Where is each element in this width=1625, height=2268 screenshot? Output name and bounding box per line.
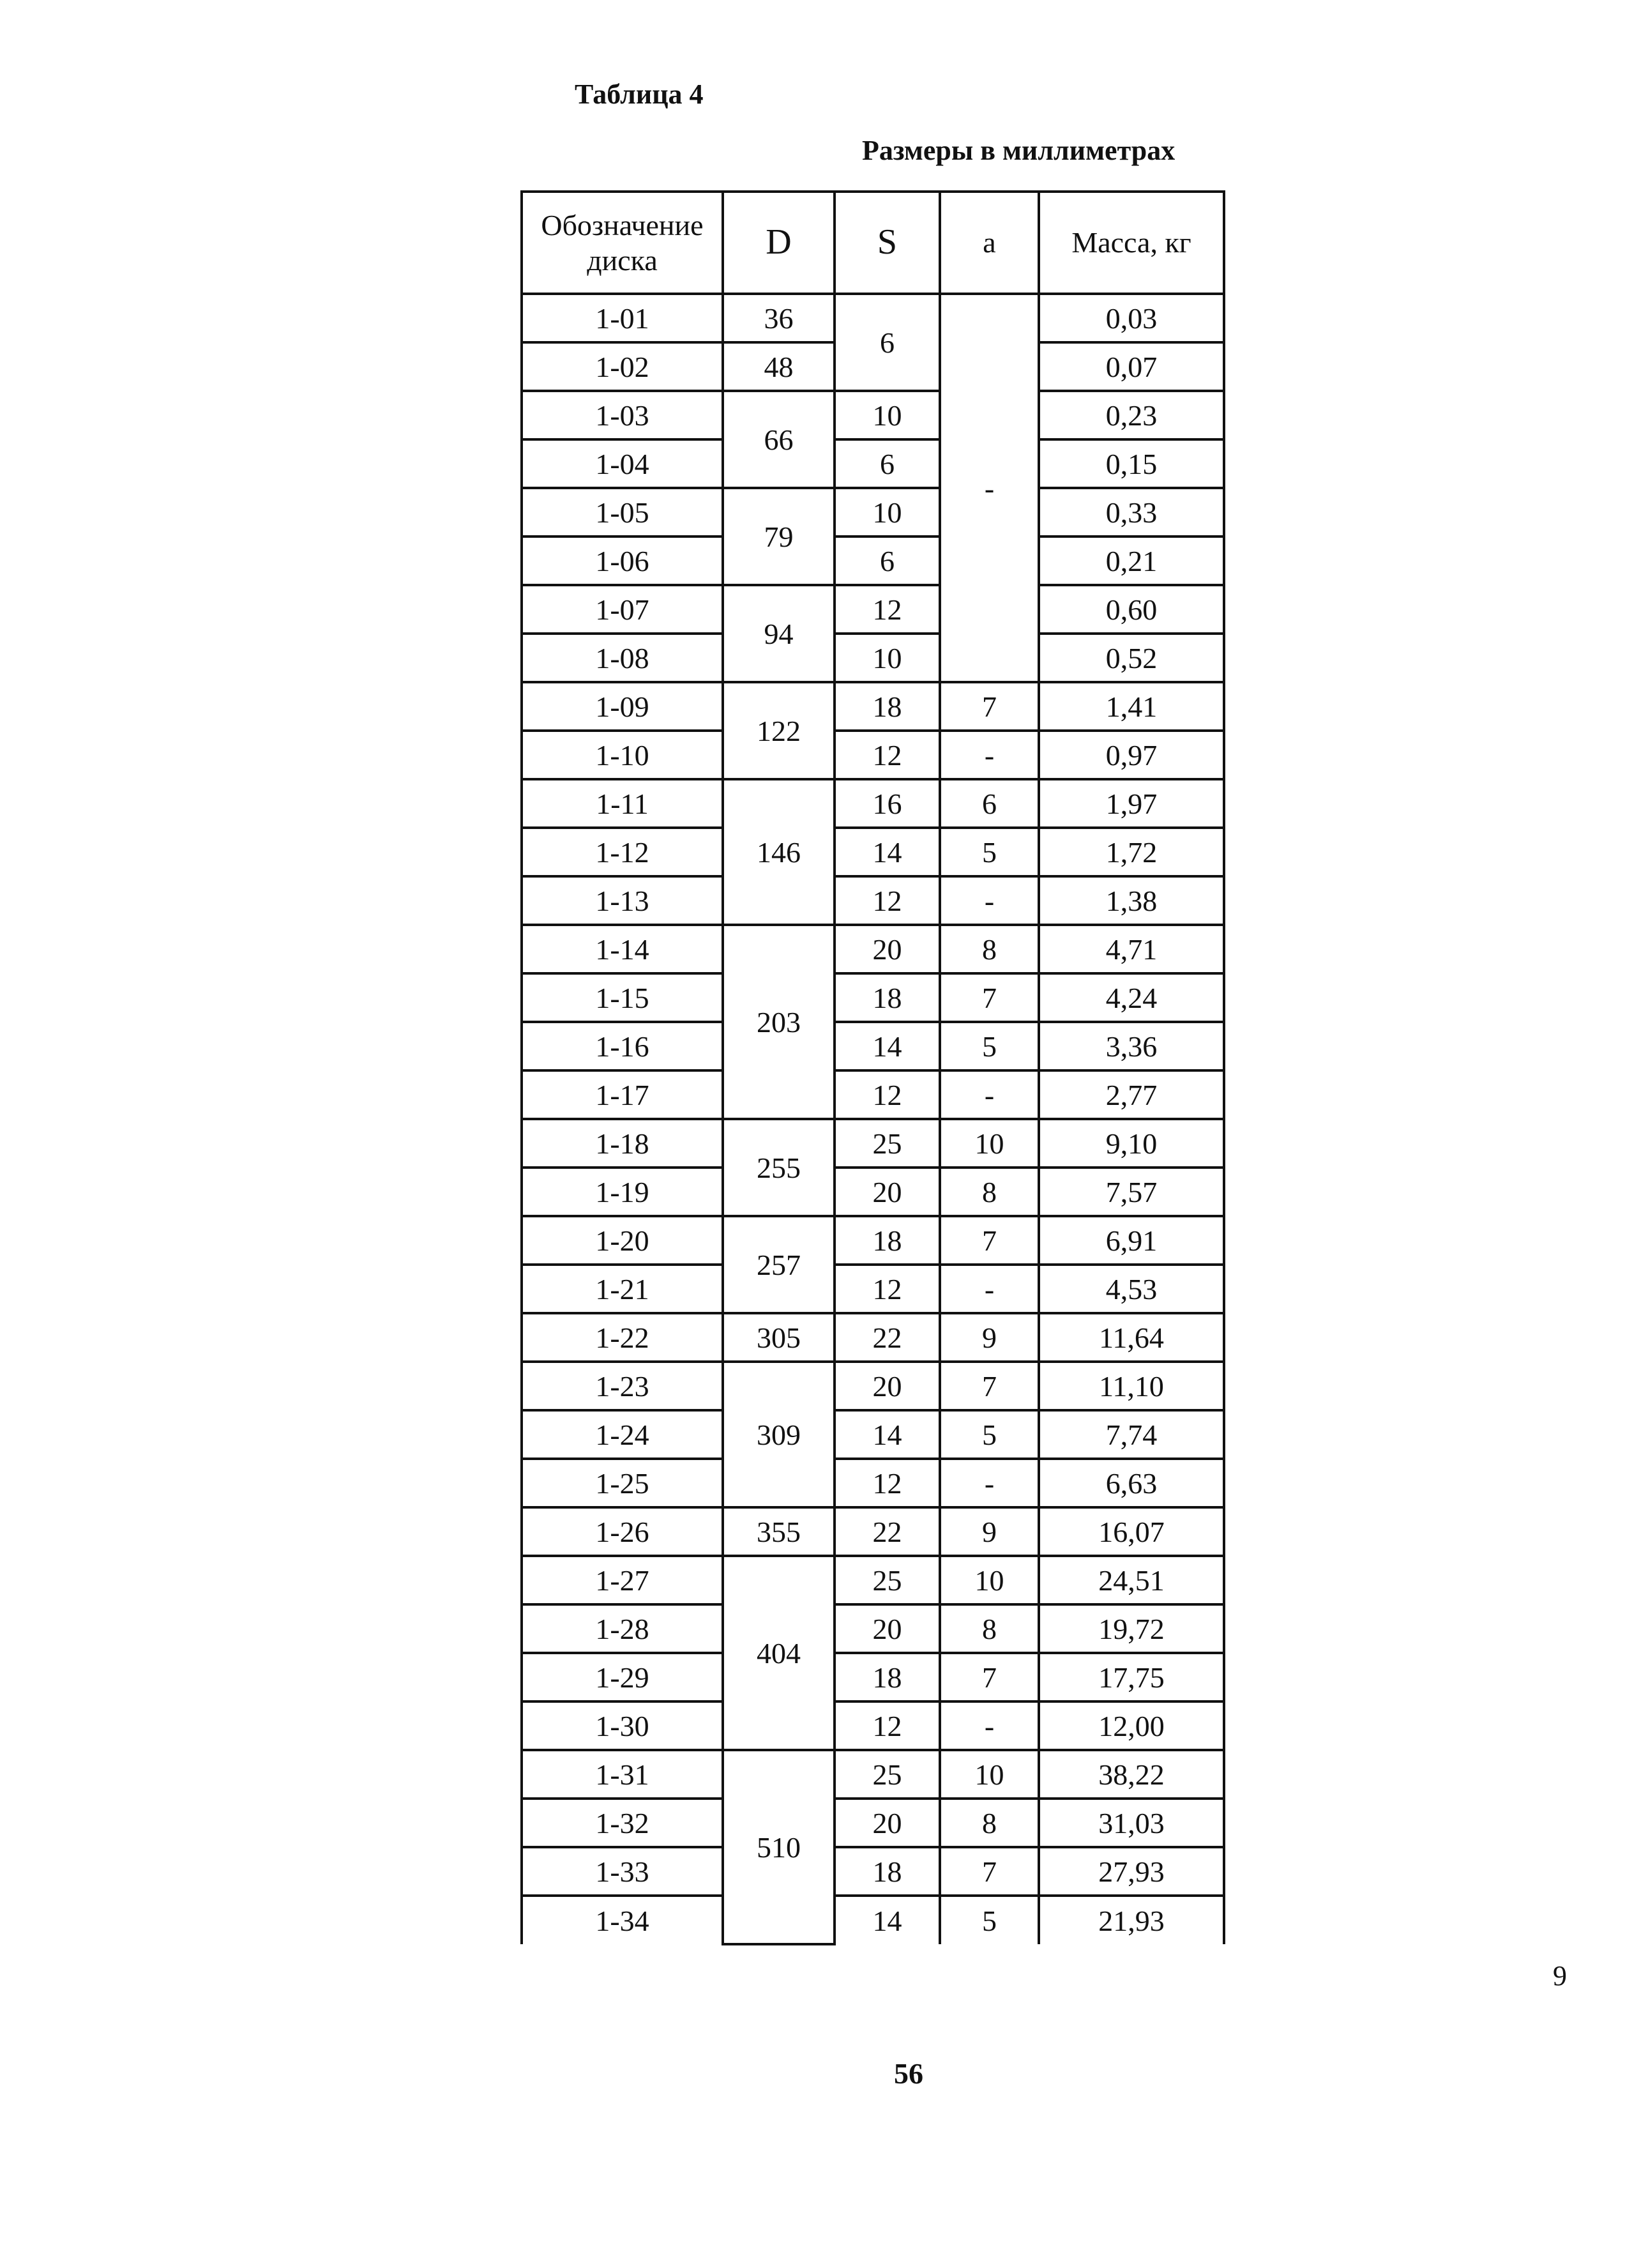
cell-a: 7 (940, 1362, 1039, 1410)
cell-mass: 6,91 (1039, 1216, 1224, 1265)
cell-s: 12 (835, 585, 940, 634)
cell-d: 255 (723, 1119, 835, 1216)
cell-a: 10 (940, 1556, 1039, 1604)
cell-designation: 1-03 (522, 391, 723, 439)
cell-mass: 12,00 (1039, 1701, 1224, 1750)
cell-mass: 1,72 (1039, 828, 1224, 876)
cell-d: 94 (723, 585, 835, 682)
header-a: a (940, 192, 1039, 294)
cell-mass: 21,93 (1039, 1896, 1224, 1944)
cell-s: 22 (835, 1313, 940, 1362)
cell-mass: 38,22 (1039, 1750, 1224, 1799)
cell-designation: 1-08 (522, 634, 723, 682)
cell-a: 8 (940, 925, 1039, 973)
cell-designation: 1-11 (522, 779, 723, 828)
stray-mark: 9 (1553, 1960, 1567, 1991)
cell-a: - (940, 294, 1039, 682)
cell-s: 10 (835, 488, 940, 537)
cell-mass: 0,21 (1039, 537, 1224, 585)
cell-mass: 3,36 (1039, 1022, 1224, 1070)
table-row (522, 973, 1224, 1022)
table-row (522, 925, 1224, 973)
cell-designation: 1-12 (522, 828, 723, 876)
cell-s: 20 (835, 925, 940, 973)
cell-mass: 0,60 (1039, 585, 1224, 634)
cell-s: 20 (835, 1168, 940, 1216)
cell-designation: 1-15 (522, 973, 723, 1022)
cell-designation: 1-21 (522, 1265, 723, 1313)
cell-s: 14 (835, 828, 940, 876)
cell-a: 8 (940, 1168, 1039, 1216)
cell-a: 10 (940, 1750, 1039, 1799)
cell-a: - (940, 1265, 1039, 1313)
cell-d: 309 (723, 1362, 835, 1507)
cell-s: 6 (835, 537, 940, 585)
cell-a: 5 (940, 1022, 1039, 1070)
table-row (522, 585, 1224, 634)
cell-s: 25 (835, 1556, 940, 1604)
cell-mass: 11,10 (1039, 1362, 1224, 1410)
cell-designation: 1-09 (522, 682, 723, 731)
cell-d: 66 (723, 391, 835, 488)
cell-designation: 1-16 (522, 1022, 723, 1070)
cell-a: - (940, 1070, 1039, 1119)
cell-a: 7 (940, 973, 1039, 1022)
cell-s: 16 (835, 779, 940, 828)
cell-s: 25 (835, 1119, 940, 1168)
cell-designation: 1-22 (522, 1313, 723, 1362)
cell-designation: 1-30 (522, 1701, 723, 1750)
table-row (522, 294, 1224, 342)
page-number: 56 (894, 2057, 923, 2090)
cell-a: 7 (940, 682, 1039, 731)
cell-mass: 27,93 (1039, 1847, 1224, 1896)
header-mass: Масса, кг (1039, 192, 1224, 294)
table-row (522, 1507, 1224, 1556)
table-body (522, 294, 1224, 1944)
table-row (522, 537, 1224, 585)
cell-s: 6 (835, 439, 940, 488)
cell-s: 25 (835, 1750, 940, 1799)
cell-designation: 1-13 (522, 876, 723, 925)
cell-mass: 19,72 (1039, 1604, 1224, 1653)
cell-d: 203 (723, 925, 835, 1119)
cell-a: - (940, 1701, 1039, 1750)
cell-mass: 0,07 (1039, 342, 1224, 391)
table-row (522, 731, 1224, 779)
cell-designation: 1-31 (522, 1750, 723, 1799)
cell-designation: 1-24 (522, 1410, 723, 1459)
cell-designation: 1-01 (522, 294, 723, 342)
cell-d: 404 (723, 1556, 835, 1750)
cell-a: 8 (940, 1799, 1039, 1847)
units-note: Размеры в миллиметрах (862, 135, 1175, 166)
cell-designation: 1-26 (522, 1507, 723, 1556)
cell-s: 20 (835, 1799, 940, 1847)
cell-s: 10 (835, 391, 940, 439)
table-row (522, 1459, 1224, 1507)
cell-s: 18 (835, 973, 940, 1022)
cell-mass: 4,71 (1039, 925, 1224, 973)
cell-mass: 2,77 (1039, 1070, 1224, 1119)
cell-designation: 1-05 (522, 488, 723, 537)
cell-s: 10 (835, 634, 940, 682)
table-row (522, 1119, 1224, 1168)
cell-d: 510 (723, 1750, 835, 1944)
cell-mass: 16,07 (1039, 1507, 1224, 1556)
cell-a: 7 (940, 1847, 1039, 1896)
cell-designation: 1-18 (522, 1119, 723, 1168)
cell-a: 6 (940, 779, 1039, 828)
table-row (522, 1313, 1224, 1362)
cell-a: 9 (940, 1507, 1039, 1556)
cell-designation: 1-28 (522, 1604, 723, 1653)
cell-mass: 0,33 (1039, 488, 1224, 537)
cell-a: 9 (940, 1313, 1039, 1362)
cell-s: 12 (835, 876, 940, 925)
cell-a: 7 (940, 1653, 1039, 1701)
table-row (522, 1556, 1224, 1604)
cell-s: 18 (835, 1653, 940, 1701)
cell-s: 14 (835, 1896, 940, 1944)
cell-d: 79 (723, 488, 835, 585)
cell-designation: 1-23 (522, 1362, 723, 1410)
cell-designation: 1-29 (522, 1653, 723, 1701)
cell-s: 22 (835, 1507, 940, 1556)
table-row (522, 1022, 1224, 1070)
cell-mass: 0,03 (1039, 294, 1224, 342)
cell-designation: 1-32 (522, 1799, 723, 1847)
table-row (522, 1653, 1224, 1701)
cell-mass: 9,10 (1039, 1119, 1224, 1168)
table-row (522, 876, 1224, 925)
cell-a: 5 (940, 1896, 1039, 1944)
cell-designation: 1-19 (522, 1168, 723, 1216)
cell-mass: 31,03 (1039, 1799, 1224, 1847)
cell-s: 20 (835, 1604, 940, 1653)
table-caption: Таблица 4 (575, 79, 704, 110)
table-row (522, 1410, 1224, 1459)
table-row (522, 828, 1224, 876)
cell-a: 5 (940, 1410, 1039, 1459)
cell-designation: 1-25 (522, 1459, 723, 1507)
table-row (522, 634, 1224, 682)
table-row (522, 1701, 1224, 1750)
cell-designation: 1-27 (522, 1556, 723, 1604)
cell-s: 18 (835, 1847, 940, 1896)
cell-mass: 1,38 (1039, 876, 1224, 925)
cell-mass: 4,24 (1039, 973, 1224, 1022)
cell-a: - (940, 876, 1039, 925)
table-row (522, 1362, 1224, 1410)
cell-a: 5 (940, 828, 1039, 876)
table-row (522, 391, 1224, 439)
cell-d: 305 (723, 1313, 835, 1362)
header-s: S (835, 192, 940, 294)
cell-mass: 11,64 (1039, 1313, 1224, 1362)
table-header-row (522, 192, 1224, 294)
cell-a: 10 (940, 1119, 1039, 1168)
table-row (522, 1070, 1224, 1119)
cell-s: 18 (835, 682, 940, 731)
cell-designation: 1-33 (522, 1847, 723, 1896)
cell-mass: 17,75 (1039, 1653, 1224, 1701)
table-row (522, 439, 1224, 488)
cell-d: 355 (723, 1507, 835, 1556)
header-d: D (723, 192, 835, 294)
cell-designation: 1-04 (522, 439, 723, 488)
cell-designation: 1-10 (522, 731, 723, 779)
cell-d: 146 (723, 779, 835, 925)
cell-a: - (940, 731, 1039, 779)
cell-mass: 7,74 (1039, 1410, 1224, 1459)
cell-mass: 7,57 (1039, 1168, 1224, 1216)
table-row (522, 488, 1224, 537)
cell-s: 12 (835, 1459, 940, 1507)
cell-designation: 1-07 (522, 585, 723, 634)
cell-designation: 1-14 (522, 925, 723, 973)
cell-designation: 1-02 (522, 342, 723, 391)
cell-s: 14 (835, 1022, 940, 1070)
cell-a: 7 (940, 1216, 1039, 1265)
cell-a: - (940, 1459, 1039, 1507)
cell-s: 14 (835, 1410, 940, 1459)
cell-mass: 6,63 (1039, 1459, 1224, 1507)
cell-mass: 4,53 (1039, 1265, 1224, 1313)
table-row (522, 1604, 1224, 1653)
cell-s: 12 (835, 731, 940, 779)
table-row (522, 1168, 1224, 1216)
cell-s: 6 (835, 294, 940, 391)
table-row (522, 1750, 1224, 1799)
cell-mass: 0,97 (1039, 731, 1224, 779)
cell-d: 36 (723, 294, 835, 342)
cell-mass: 0,52 (1039, 634, 1224, 682)
cell-d: 257 (723, 1216, 835, 1313)
table-row (522, 1216, 1224, 1265)
cell-s: 18 (835, 1216, 940, 1265)
cell-mass: 0,15 (1039, 439, 1224, 488)
table-row (522, 779, 1224, 828)
cell-designation: 1-17 (522, 1070, 723, 1119)
header-designation: Обозначение диска (522, 192, 723, 294)
cell-mass: 1,41 (1039, 682, 1224, 731)
cell-s: 20 (835, 1362, 940, 1410)
cell-d: 122 (723, 682, 835, 779)
cell-s: 12 (835, 1265, 940, 1313)
cell-mass: 0,23 (1039, 391, 1224, 439)
cell-d: 48 (723, 342, 835, 391)
table-row (522, 682, 1224, 731)
cell-s: 12 (835, 1070, 940, 1119)
cell-designation: 1-06 (522, 537, 723, 585)
cell-s: 12 (835, 1701, 940, 1750)
table-row (522, 1265, 1224, 1313)
disk-dimensions-table (520, 190, 1225, 1945)
cell-mass: 1,97 (1039, 779, 1224, 828)
cell-designation: 1-20 (522, 1216, 723, 1265)
cell-mass: 24,51 (1039, 1556, 1224, 1604)
table-row (522, 1847, 1224, 1896)
table-row (522, 1799, 1224, 1847)
cell-a: 8 (940, 1604, 1039, 1653)
cell-designation: 1-34 (522, 1896, 723, 1944)
table-row (522, 1896, 1224, 1944)
